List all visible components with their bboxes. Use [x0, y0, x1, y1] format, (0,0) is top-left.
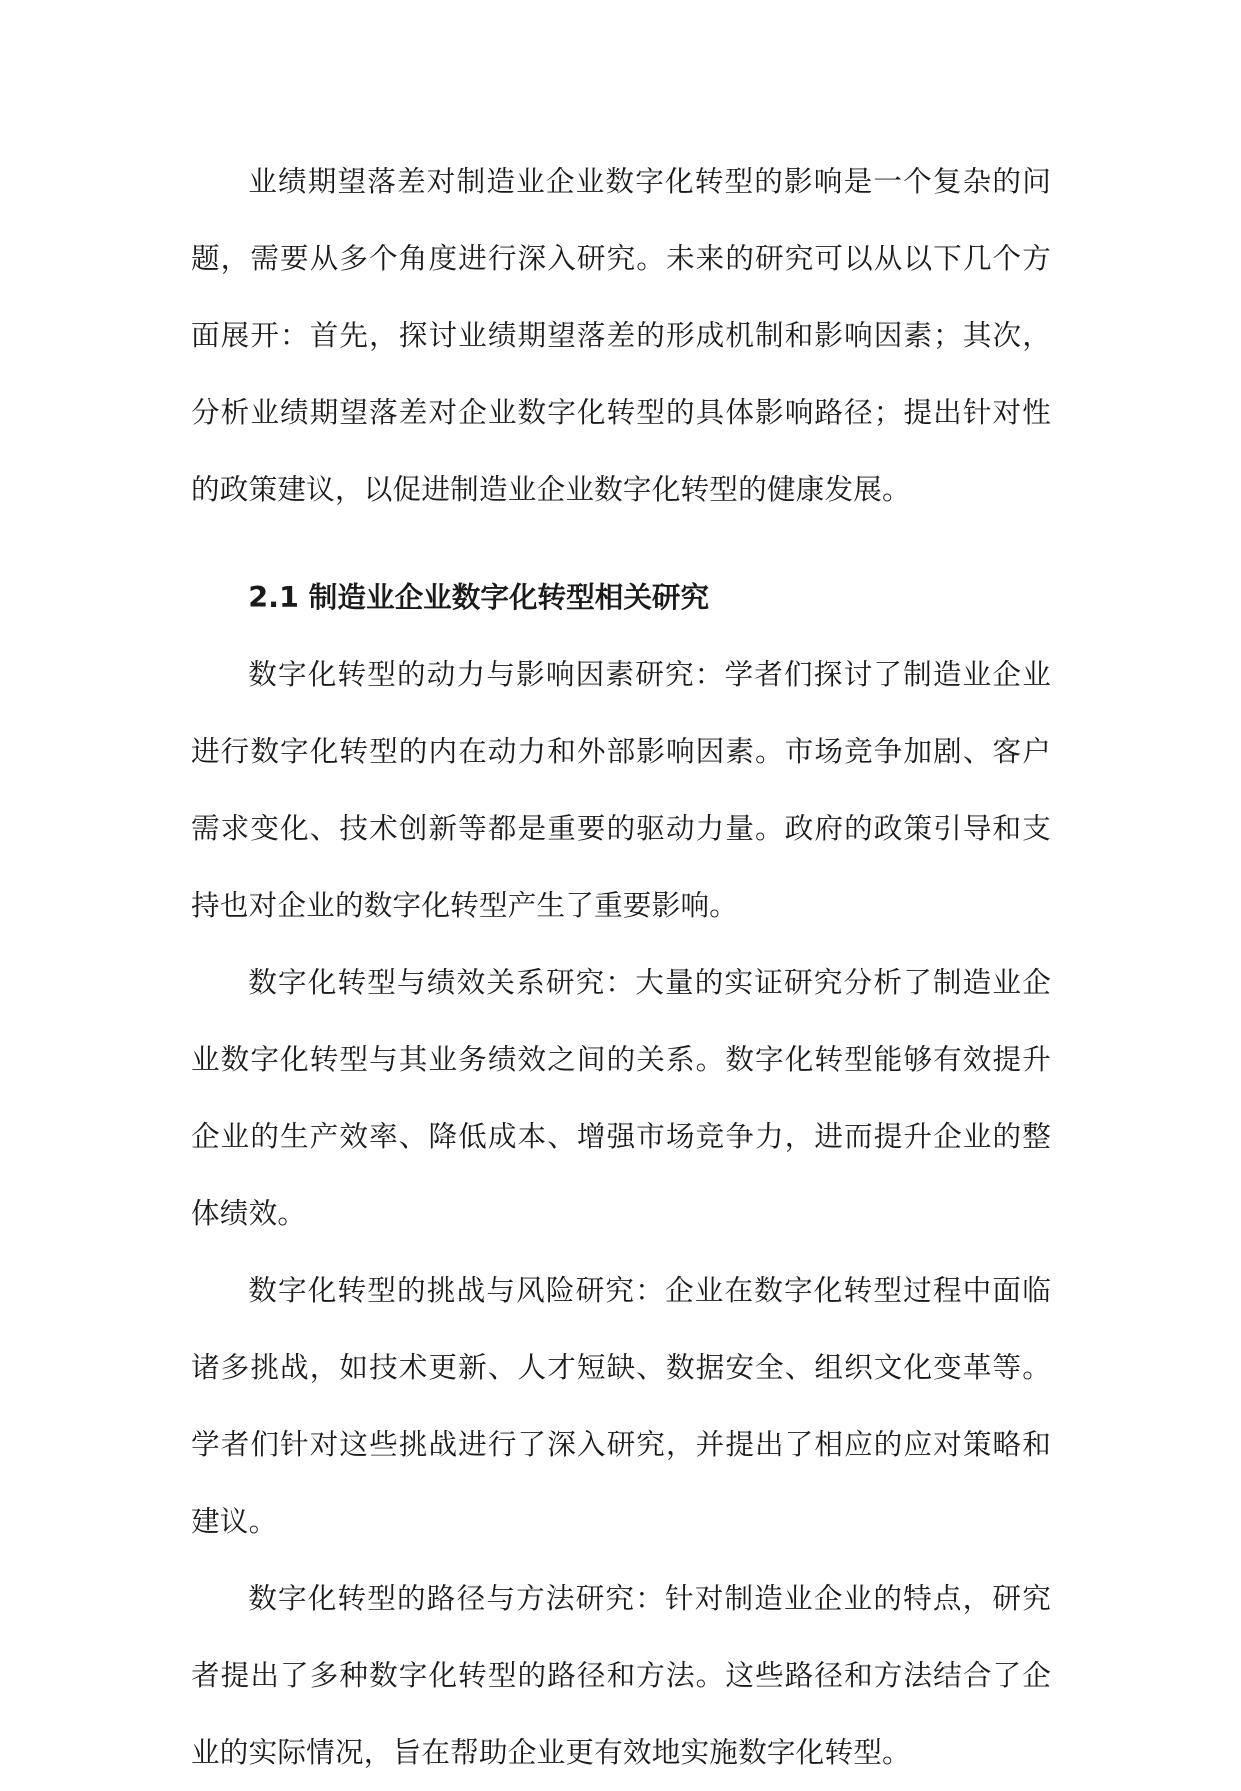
paragraph-intro: 业绩期望落差对制造业企业数字化转型的影响是一个复杂的问题，需要从多个角度进行深入研究。未来的研究可以从以下几个方面展开：首先，探讨业绩期望落差的形成机制和影响因素；其次，分析业绩期望落差对企业数字化转型的具体影响路径；提出针对性的政策建议，以促进制造业企业数字化转型的健康发展。	[191, 164, 1051, 506]
document-body	[191, 143, 1051, 1791]
paragraph-performance: 数字化转型与绩效关系研究：大量的实证研究分析了制造业企业数字化转型与其业务绩效之间的关系。数字化转型能够有效提升企业的生产效率、降低成本、增强市场竞争力，进而提升企业的整体绩效。	[191, 965, 1051, 1230]
paragraph-drivers: 数字化转型的动力与影响因素研究：学者们探讨了制造业企业进行数字化转型的内在动力和外部影响因素。市场竞争加剧、客户需求变化、技术创新等都是重要的驱动力量。政府的政策引导和支持也对企业的数字化转型产生了重要影响。	[191, 657, 1051, 922]
paragraph-paths: 数字化转型的路径与方法研究：针对制造业企业的特点，研究者提出了多种数字化转型的路径和方法。这些路径和方法结合了企业的实际情况，旨在帮助企业更有效地实施数字化转型。	[191, 1581, 1051, 1769]
paragraph-challenges: 数字化转型的挑战与风险研究：企业在数字化转型过程中面临诸多挑战，如技术更新、人才短缺、数据安全、组织文化变革等。学者们针对这些挑战进行了深入研究，并提出了相应的应对策略和建议。	[191, 1273, 1051, 1538]
section-heading: 2.1 制造业企业数字化转型相关研究	[248, 580, 710, 614]
